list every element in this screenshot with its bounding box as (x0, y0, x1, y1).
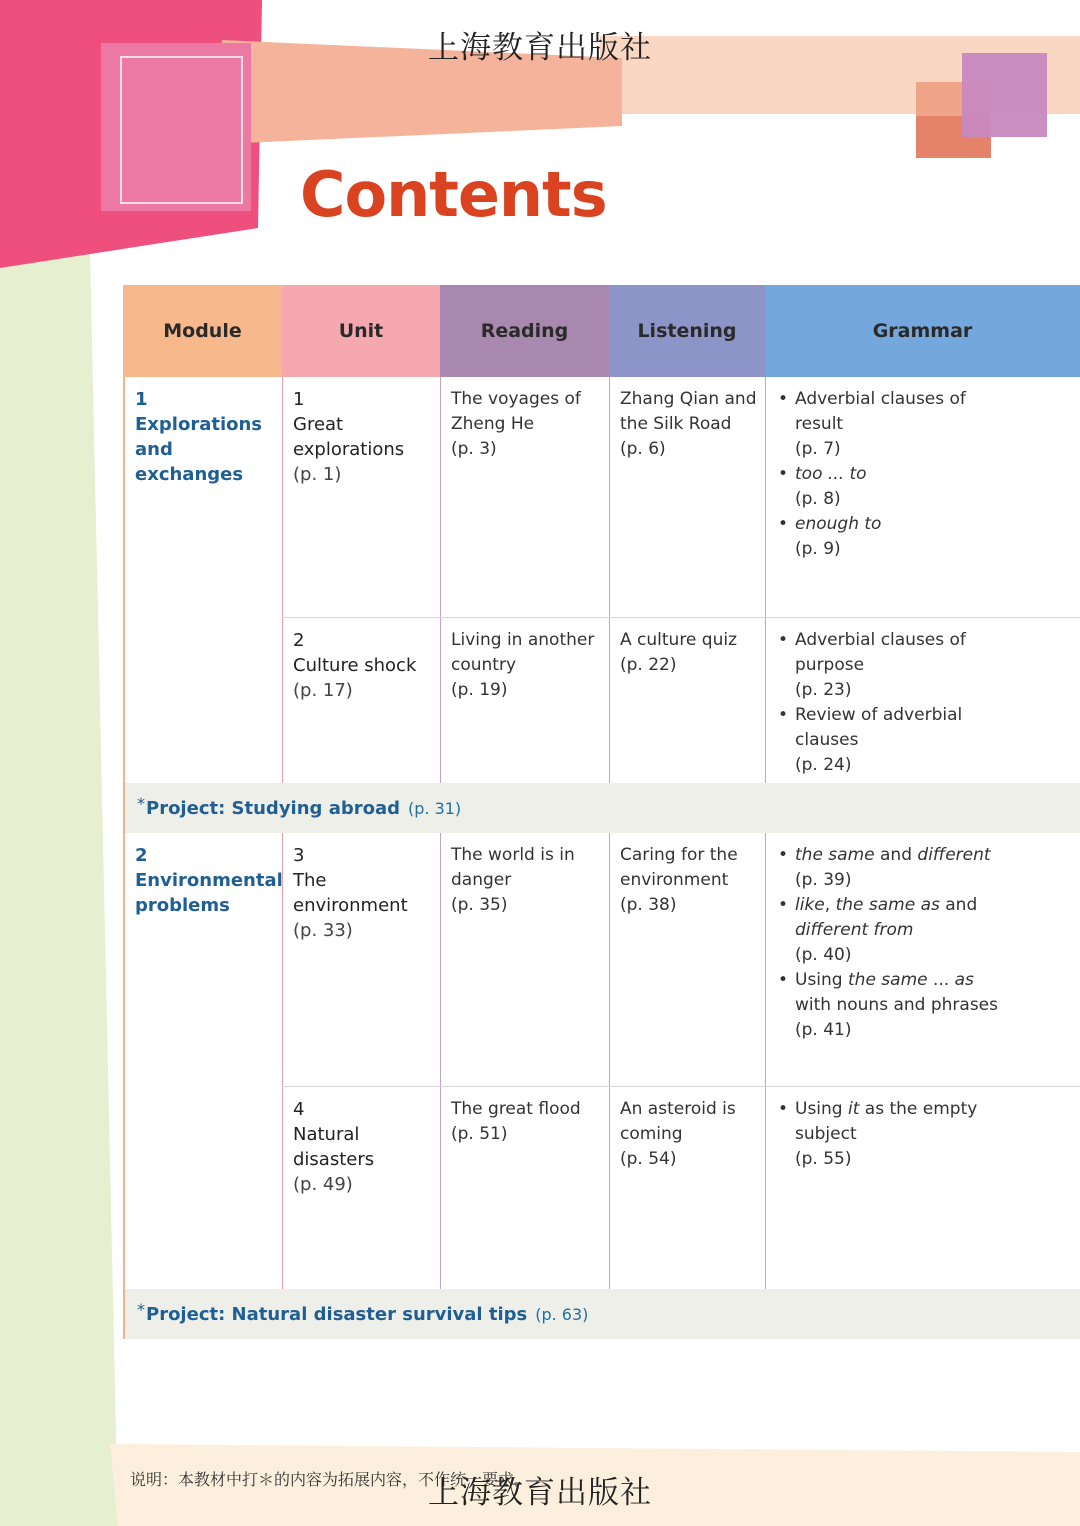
reading-page: (p. 51) (451, 1124, 508, 1144)
module-1-title[interactable] (125, 377, 282, 783)
unit-number: 1 (293, 389, 305, 410)
grammar-text: clauses (795, 730, 859, 750)
grammar-text: ... (927, 970, 955, 990)
grammar-item (776, 628, 1072, 703)
grammar-text: • Adverbial clauses of (795, 630, 966, 650)
grammar-list (776, 843, 1072, 1043)
unit-title: explorations (293, 439, 405, 460)
contents-table (123, 285, 1080, 1339)
reading-title: Living in another (451, 630, 595, 650)
unit-title: environment (293, 895, 408, 916)
module-2-title[interactable] (125, 833, 282, 1289)
listening-page: (p. 6) (620, 439, 666, 459)
grammar-text: and (939, 895, 978, 915)
unit-row-1 (282, 377, 1080, 618)
grammar-item (776, 387, 1072, 462)
grammar-text: enough to (795, 514, 882, 534)
module-name: and exchanges (135, 439, 244, 485)
unit-number: 2 (293, 630, 305, 651)
grammar-text: with nouns and phrases (795, 995, 998, 1015)
grammar-text: like (795, 895, 825, 915)
listening-page: (p. 22) (620, 655, 677, 675)
grammar-text: Using (795, 1099, 848, 1119)
module-number: 2 (135, 845, 148, 866)
grammar-item (776, 1097, 1072, 1172)
unit-3-cell[interactable] (282, 833, 440, 1086)
header-reading: Reading (440, 285, 609, 377)
listening-title: Zhang Qian and (620, 389, 757, 409)
grammar-page: (p. 40) (795, 945, 852, 965)
project-page: (p. 31) (408, 798, 462, 818)
unit-2-cell[interactable] (282, 618, 440, 783)
reading-title: The world is in (451, 845, 575, 865)
project-title: Project: Studying abroad (146, 797, 400, 819)
unit-row-3 (282, 833, 1080, 1087)
reading-title: The great flood (451, 1099, 581, 1119)
listening-title: An asteroid is (620, 1099, 736, 1119)
project-row-2[interactable] (123, 1289, 1080, 1339)
header-module: Module (123, 285, 282, 377)
listening-title: coming (620, 1124, 683, 1144)
grammar-text: the same (795, 845, 875, 865)
grammar-item (776, 968, 1072, 1043)
unit-number: 3 (293, 845, 305, 866)
grammar-page: (p. 39) (795, 870, 852, 890)
grammar-text: as the empty (859, 1099, 978, 1119)
unit-row-2 (282, 618, 1080, 783)
grammar-page: (p. 8) (795, 489, 841, 509)
grammar-list (776, 628, 1072, 778)
module-2 (123, 833, 1080, 1289)
project-row-1[interactable] (123, 783, 1080, 833)
reading-page: (p. 35) (451, 895, 508, 915)
grammar-list (776, 1097, 1072, 1172)
unit-page: (p. 1) (293, 464, 342, 485)
reading-title: Zheng He (451, 414, 535, 434)
frame-square-decoration (120, 56, 243, 204)
listening-cell[interactable] (609, 1087, 765, 1289)
reading-title: The voyages of (451, 389, 581, 409)
module-name: Environmental (135, 870, 283, 891)
header-grammar: Grammar (765, 285, 1080, 377)
grammar-cell[interactable] (765, 618, 1080, 783)
reading-page: (p. 3) (451, 439, 497, 459)
publisher-watermark-bottom: 上海教育出版社 (428, 1475, 652, 1511)
grammar-item (776, 462, 1072, 512)
grammar-text: result (795, 414, 844, 434)
unit-4-cell[interactable] (282, 1087, 440, 1289)
extension-star: * (137, 1300, 145, 1319)
unit-row-4 (282, 1087, 1080, 1289)
unit-title: Great (293, 414, 344, 435)
header-unit: Unit (282, 285, 440, 377)
grammar-page: (p. 24) (795, 755, 852, 775)
module-name: Explorations (135, 414, 263, 435)
unit-page: (p. 33) (293, 920, 353, 941)
extension-star: * (137, 794, 145, 813)
unit-title: Natural (293, 1124, 360, 1145)
unit-title: disasters (293, 1149, 375, 1170)
page-title: Contents (300, 158, 607, 231)
listening-cell[interactable] (609, 377, 765, 617)
module-name: problems (135, 895, 230, 916)
listening-title: Caring for the (620, 845, 738, 865)
reading-title: country (451, 655, 517, 675)
grammar-text: too ... to (795, 464, 867, 484)
grammar-text: different (917, 845, 991, 865)
reading-cell[interactable] (440, 377, 609, 617)
publisher-watermark-top: 上海教育出版社 (428, 30, 652, 66)
grammar-cell[interactable] (765, 377, 1080, 617)
reading-title: danger (451, 870, 512, 890)
grammar-item (776, 703, 1072, 778)
table-header (123, 285, 1080, 377)
grammar-item (776, 843, 1072, 893)
reading-cell[interactable] (440, 618, 609, 783)
grammar-text: , (824, 895, 836, 915)
grammar-page: (p. 55) (795, 1149, 852, 1169)
module-1 (123, 377, 1080, 783)
grammar-text: the same as (835, 895, 940, 915)
grammar-text: Using (795, 970, 848, 990)
grammar-text: subject (795, 1124, 857, 1144)
unit-title: Culture shock (293, 655, 417, 676)
listening-page: (p. 38) (620, 895, 677, 915)
listening-title: environment (620, 870, 729, 890)
grammar-cell[interactable] (765, 1087, 1080, 1289)
reading-page: (p. 19) (451, 680, 508, 700)
grammar-page: (p. 7) (795, 439, 841, 459)
grammar-cell[interactable] (765, 833, 1080, 1086)
unit-title: The (293, 870, 327, 891)
project-title: Project: Natural disaster survival tips (146, 1303, 528, 1325)
grammar-page: (p. 41) (795, 1020, 852, 1040)
header-listening: Listening (609, 285, 765, 377)
listening-title: A culture quiz (620, 630, 738, 650)
grammar-text: • Adverbial clauses of (795, 389, 966, 409)
grammar-text: different from (795, 920, 914, 940)
unit-page: (p. 49) (293, 1174, 353, 1195)
listening-cell[interactable] (609, 833, 765, 1086)
grammar-text: purpose (795, 655, 865, 675)
unit-number: 4 (293, 1099, 305, 1120)
unit-1-cell[interactable] (282, 377, 440, 617)
grammar-text: as (954, 970, 974, 990)
grammar-page: (p. 23) (795, 680, 852, 700)
listening-title: the Silk Road (620, 414, 732, 434)
grammar-page: (p. 9) (795, 539, 841, 559)
grammar-item (776, 512, 1072, 562)
grammar-text: the same (848, 970, 928, 990)
listening-page: (p. 54) (620, 1149, 677, 1169)
reading-cell[interactable] (440, 833, 609, 1086)
left-green-band (0, 250, 118, 1526)
unit-page: (p. 17) (293, 680, 353, 701)
footnote: 说明：本教材中打＊的内容为拓展内容，不作统一要求。 (130, 1470, 531, 1489)
project-page: (p. 63) (535, 1304, 589, 1324)
listening-cell[interactable] (609, 618, 765, 783)
module-number: 1 (135, 389, 148, 410)
grammar-text: • Review of adverbial (795, 705, 963, 725)
grammar-item (776, 893, 1072, 968)
grammar-text: it (848, 1099, 860, 1119)
grammar-list (776, 387, 1072, 562)
grammar-text: and (874, 845, 918, 865)
reading-cell[interactable] (440, 1087, 609, 1289)
